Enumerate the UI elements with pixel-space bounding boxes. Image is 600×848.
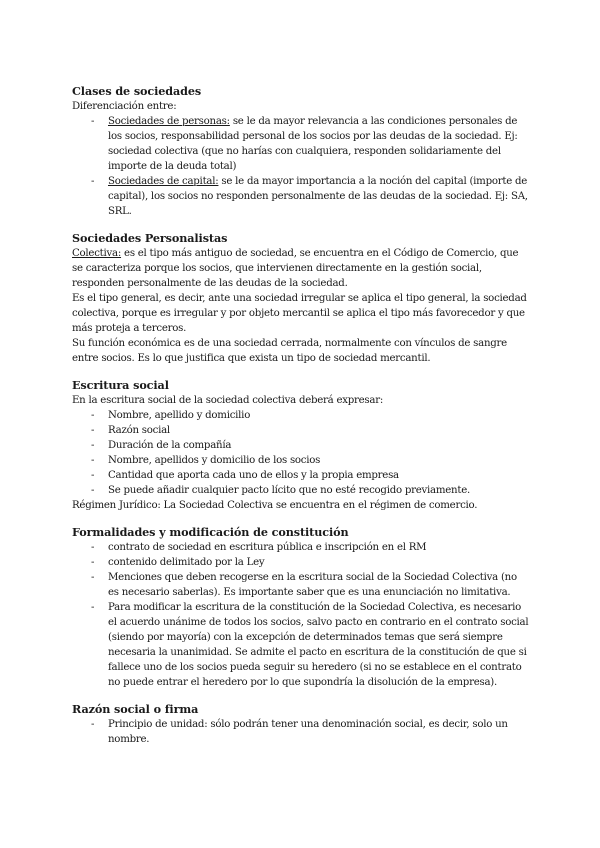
intro-text: En la escritura social de la sociedad colectiva deberá expresar: (72, 395, 384, 406)
list-item: - Nombre, apellidos y domicilio de los socios (108, 453, 530, 468)
section-escritura (72, 378, 530, 513)
list-item: - Cantidad que aporta cada uno de ellos y la propia empresa (108, 468, 530, 483)
section-title: Formalidades y modificación de constitución (72, 525, 349, 539)
bullet-list (72, 717, 530, 747)
term-label: Sociedades de capital: (108, 176, 219, 187)
section-title: Clases de sociedades (72, 84, 202, 98)
list-item: - Menciones que deben recogerse en la escritura social de la Sociedad Colectiva (no es necesario saberlas). Es importante saber que es una enunciación no limitativa. (108, 570, 530, 600)
list-item: - Duración de la compañía (108, 438, 530, 453)
list-item: - contrato de sociedad en escritura pública e inscripción en el RM (108, 540, 530, 555)
bullet-list (72, 408, 530, 498)
section-formalidades (72, 525, 530, 690)
list-item: - Para modificar la escritura de la constitución de la Sociedad Colectiva, es necesario el acuerdo unánime de todos los socios, salvo pacto en contrario en el contrato social (siendo por mayoría) con la excepción de determinados temas que será siempre necesaria la unanimidad. Se admite el pacto en escritura de la constitución de que si fallece uno de los socios pueda seguir su heredero (si no se establece en el contrato no puede entrar el heredero por lo que supondría la disolución de la empresa). (108, 600, 530, 690)
section-title: Sociedades Personalistas (72, 231, 228, 245)
section-clases (72, 84, 530, 219)
term-label: Sociedades de personas: (108, 116, 230, 127)
term-label: Colectiva: (72, 248, 122, 259)
regimen-text: Régimen Jurídico: La Sociedad Colectiva se encuentra en el régimen de comercio. (72, 500, 478, 511)
paragraph: Su función económica es de una sociedad cerrada, normalmente con vínculos de sangre entre socios. Es lo que justifica que exista un tipo de sociedad mercantil. (72, 338, 507, 364)
section-title: Escritura social (72, 378, 169, 392)
item-text: se le da mayor importancia a la noción del capital (importe de capital), los socios no responden personalmente de las deudas de la sociedad. Ej: SA, SRL. (108, 176, 528, 217)
section-title: Razón social o firma (72, 702, 199, 716)
paragraph (72, 246, 530, 291)
list-item: - Razón social (108, 423, 530, 438)
list-item (108, 174, 530, 219)
section-personalistas (72, 231, 530, 366)
list-item: - Nombre, apellido y domicilio (108, 408, 530, 423)
list-item: - contenido delimitado por la Ley (108, 555, 530, 570)
list-item: - Principio de unidad: sólo podrán tener una denominación social, es decir, solo un nombre. (108, 717, 530, 747)
bullet-list (72, 540, 530, 690)
list-item: - Se puede añadir cualquier pacto lícito que no esté recogido previamente. (108, 483, 530, 498)
item-text: se le da mayor relevancia a las condiciones personales de los socios, responsabilidad personal de los socios por las deudas de la sociedad. Ej: sociedad colectiva (que no harías con cualquiera, responden solidariamente del importe de la deuda total) (108, 116, 518, 172)
list-item (108, 114, 530, 174)
paragraph: Es el tipo general, es decir, ante una sociedad irregular se aplica el tipo general, la sociedad colectiva, porque es irregular y por objeto mercantil se aplica el tipo más favorecedor y que más proteja a terceros. (72, 293, 527, 334)
section-razon (72, 702, 530, 747)
intro-text: Diferenciación entre: (72, 101, 177, 112)
paragraph-text: es el tipo más antiguo de sociedad, se encuentra en el Código de Comercio, que se caracteriza porque los socios, que intervienen directamente en la gestión social, responden personalmente de las deudas de la sociedad. (72, 248, 519, 289)
bullet-list (72, 114, 530, 219)
